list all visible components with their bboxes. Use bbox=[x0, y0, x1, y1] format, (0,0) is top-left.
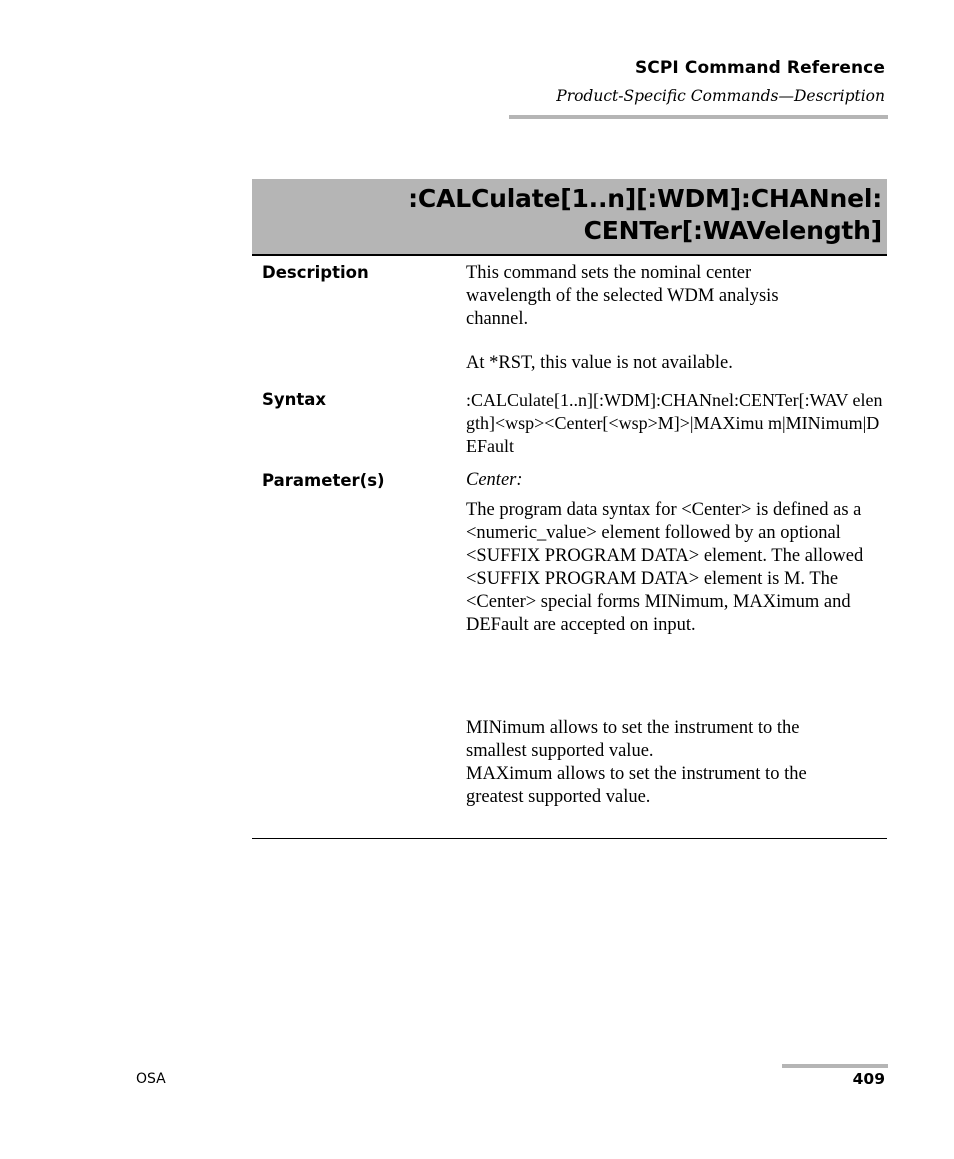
footer-divider bbox=[782, 1064, 888, 1068]
table-bottom-divider bbox=[252, 838, 887, 839]
running-header-title: SCPI Command Reference bbox=[634, 58, 885, 78]
description-label: Description bbox=[262, 263, 369, 282]
parameters-label: Parameter(s) bbox=[262, 471, 385, 490]
minimum-description: MINimum allows to set the instrument to the smallest supported value. bbox=[466, 718, 800, 761]
command-title bbox=[408, 183, 882, 247]
description-text: This command sets the nominal center wavelength of the selected WDM analysis channel. bbox=[466, 263, 779, 329]
parameter-description: The program data syntax for <Center> is defined as a <numeric_value> element followed by an optional <SUFFIX PROGRAM DATA> element. The allowed <SUFFIX PROGRAM DATA> element is M. The <Center> special forms MINimum, MAXimum and DEFault are accepted on input. bbox=[466, 500, 864, 635]
rst-note: At *RST, this value is not available. bbox=[466, 353, 733, 373]
page-number: 409 bbox=[852, 1070, 885, 1088]
command-title-banner bbox=[252, 179, 887, 256]
syntax-label: Syntax bbox=[262, 390, 327, 409]
maximum-description: MAXimum allows to set the instrument to the greatest supported value. bbox=[466, 764, 807, 807]
syntax-text: :CALCulate[1..n][:WDM]:CHANnel:CENTer[:WAV elength]<wsp><Center[<wsp>M]>|MAXimu m|MINimum|DEFault bbox=[466, 390, 883, 456]
header-divider bbox=[509, 115, 888, 119]
command-title-line-2: CENTer[:WAVelength] bbox=[583, 216, 882, 245]
footer-product-name: OSA bbox=[136, 1071, 166, 1087]
running-header-subtitle: Product-Specific Commands—Description bbox=[556, 87, 885, 105]
command-title-line-1: :CALCulate[1..n][:WDM]:CHANnel: bbox=[408, 184, 882, 213]
parameter-name: Center: bbox=[466, 470, 523, 490]
